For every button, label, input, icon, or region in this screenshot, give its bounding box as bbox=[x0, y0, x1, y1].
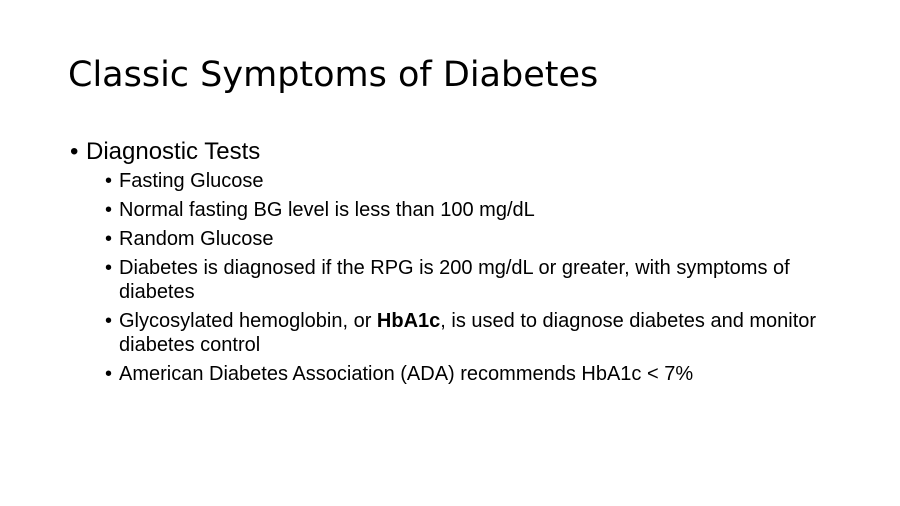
bullet-icon: • bbox=[105, 228, 113, 250]
sub-bullet-text: Fasting Glucose bbox=[119, 170, 264, 192]
sub-bullet-text-before: Glycosylated hemoglobin, or bbox=[119, 310, 377, 332]
sub-bullet-text-bold: HbA1c bbox=[376, 310, 441, 332]
slide-title: Classic Symptoms of Diabetes bbox=[68, 55, 599, 95]
sub-bullet-normal-fasting-level bbox=[105, 198, 830, 222]
sub-bullet-random-glucose bbox=[105, 227, 830, 251]
slide-content bbox=[70, 137, 830, 391]
bullet-icon: • bbox=[105, 257, 113, 279]
sub-bullet-hba1c bbox=[105, 309, 830, 357]
sub-bullet-text: Diabetes is diagnosed if the RPG is 200 mg/dL or greater, with symptoms of diabetes bbox=[119, 257, 790, 303]
bullet-diagnostic-tests bbox=[70, 137, 830, 167]
sub-bullet-list bbox=[70, 169, 830, 386]
bullet-icon: • bbox=[105, 310, 113, 332]
sub-bullet-text-after: , is used to diagnose diabetes and monitor diabetes control bbox=[119, 310, 817, 356]
bullet-icon: • bbox=[105, 363, 113, 385]
sub-bullet-text: American Diabetes Association (ADA) recommends HbA1c < 7% bbox=[119, 363, 694, 385]
bullet-icon: • bbox=[105, 170, 113, 192]
bullet-icon: • bbox=[70, 138, 79, 165]
sub-bullet-rpg-diagnosis bbox=[105, 256, 830, 304]
bullet-text: Diagnostic Tests bbox=[86, 138, 261, 165]
sub-bullet-ada-recommendation bbox=[105, 362, 830, 386]
sub-bullet-fasting-glucose bbox=[105, 169, 830, 193]
sub-bullet-text: Random Glucose bbox=[119, 228, 274, 250]
sub-bullet-text: Normal fasting BG level is less than 100 mg/dL bbox=[119, 199, 535, 221]
bullet-icon: • bbox=[105, 199, 113, 221]
